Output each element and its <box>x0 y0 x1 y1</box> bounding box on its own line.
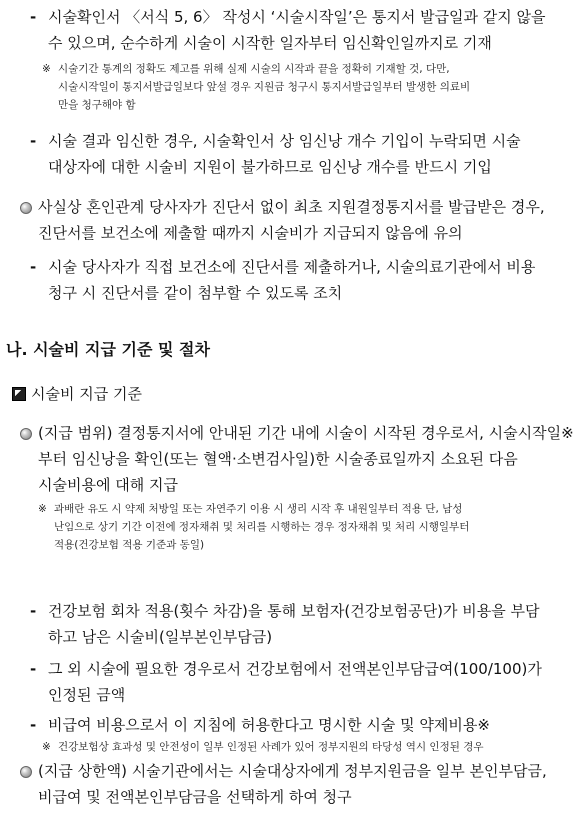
paragraph-line: 부터 임신낭을 확인(또는 혈액·소변검사일)한 시술종료일까지 소요된 다음 <box>38 450 518 468</box>
paragraph-line: 인정된 금액 <box>48 686 126 704</box>
footnote <box>0 738 574 756</box>
footnote-line: 시술시작일이 통지서발급일보다 앞설 경우 지원금 청구시 통지서발급일부터 발생한 의료비 <box>58 81 471 93</box>
checkbox-square-icon <box>12 387 26 401</box>
item-full-self-pay <box>0 656 574 708</box>
paragraph-line: 하고 남은 시술비(일부본인부담금) <box>48 628 273 646</box>
paragraph-line: 대상자에 대한 시술비 지원이 불가하므로 임신낭 개수를 반드시 기입 <box>48 158 492 176</box>
footnote-line: 적용(건강보험 적용 기준과 동일) <box>54 539 205 551</box>
item-submit-diagnosis <box>0 254 574 306</box>
dash-marker: - <box>30 132 37 150</box>
dash-marker: - <box>30 258 37 276</box>
paragraph-line: 비급여 및 전액본인부담금을 선택하게 하여 청구 <box>38 788 352 806</box>
paragraph-line: 건강보험 회차 적용(횟수 차감)을 통해 보험자(건강보험공단)가 비용을 부담 <box>48 602 540 620</box>
footnote <box>0 60 574 114</box>
reference-mark: ※ <box>38 503 47 515</box>
paragraph-line: 수 있으며, 순수하게 시술이 시작한 일자부터 임신확인일까지로 기재 <box>48 34 492 52</box>
item-treatment-start-date <box>0 4 574 114</box>
footnote <box>0 500 574 554</box>
subsection-title: 시술비 지급 기준 <box>31 385 142 403</box>
footnote-line: 건강보험상 효과성 및 안전성이 일부 인정된 사례가 있어 정부지원의 타당성 역시 인정된 경우 <box>58 741 484 753</box>
bullet-dot-icon <box>20 202 32 214</box>
paragraph-line: 시술 결과 임신한 경우, 시술확인서 상 임신낭 개수 기입이 누락되면 시술 <box>48 132 521 150</box>
dash-marker: - <box>30 8 37 26</box>
paragraph-line: 청구 시 진단서를 같이 첨부할 수 있도록 조치 <box>48 284 343 302</box>
paragraph-line: 진단서를 보건소에 제출할 때까지 시술비가 지급되지 않음에 유의 <box>38 224 463 242</box>
paragraph-line: 비급여 비용으로서 이 지침에 허용한다고 명시한 시술 및 약제비용※ <box>48 716 490 734</box>
paragraph-line: 사실상 혼인관계 당사자가 진단서 없이 최초 지원결정통지서를 발급받은 경우, <box>38 198 545 216</box>
dash-marker: - <box>30 660 37 678</box>
footnote-line: 만을 청구해야 함 <box>58 99 136 111</box>
dash-marker: - <box>30 716 37 734</box>
paragraph-line: 시술비용에 대해 지급 <box>38 476 178 494</box>
footnote-line: 과배란 유도 시 약제 처방일 또는 자연주기 이용 시 생리 시작 후 내원일부터 적용 단, 남성 <box>54 503 463 515</box>
paragraph-line: 시술 당사자가 직접 보건소에 진단서를 제출하거나, 시술의료기관에서 비용 <box>48 258 536 276</box>
item-health-insurance-copay <box>0 598 574 650</box>
section-title: 나. 시술비 지급 기준 및 절차 <box>6 340 210 359</box>
subsection-heading <box>0 382 574 406</box>
footnote-line: 난임으로 상기 기간 이전에 정자채취 및 처리를 시행하는 경우 정자채취 및 처리 시행일부터 <box>54 521 470 533</box>
item-non-covered-costs <box>0 712 574 756</box>
bullet-dot-icon <box>20 428 32 440</box>
paragraph-line: (지급 상한액) 시술기관에서는 시술대상자에게 정부지원금을 일부 본인부담금, <box>38 762 547 780</box>
reference-mark: ※ <box>42 63 51 75</box>
bullet-dot-icon <box>20 766 32 778</box>
paragraph-line: 그 외 시술에 필요한 경우로서 건강보험에서 전액본인부담급여(100/100)가 <box>48 660 542 678</box>
footnote-line: 시술기간 통계의 정확도 제고를 위해 실제 시술의 시작과 끝을 정확히 기재할 것, 다만, <box>58 63 450 75</box>
paragraph-line: 시술확인서 〈서식 5, 6〉 작성시 ‘시술시작일’은 통지서 발급일과 같지 않을 <box>48 8 546 26</box>
paragraph-line: (지급 범위) 결정통지서에 안내된 기간 내에 시술이 시작된 경우로서, 시술시작일※ <box>38 424 574 442</box>
dash-marker: - <box>30 602 37 620</box>
item-gestational-sac-count <box>0 128 574 180</box>
bullet-de-facto-marriage <box>0 194 574 246</box>
reference-mark: ※ <box>42 741 51 753</box>
bullet-payment-scope <box>0 420 574 554</box>
bullet-payment-limit <box>0 758 574 810</box>
